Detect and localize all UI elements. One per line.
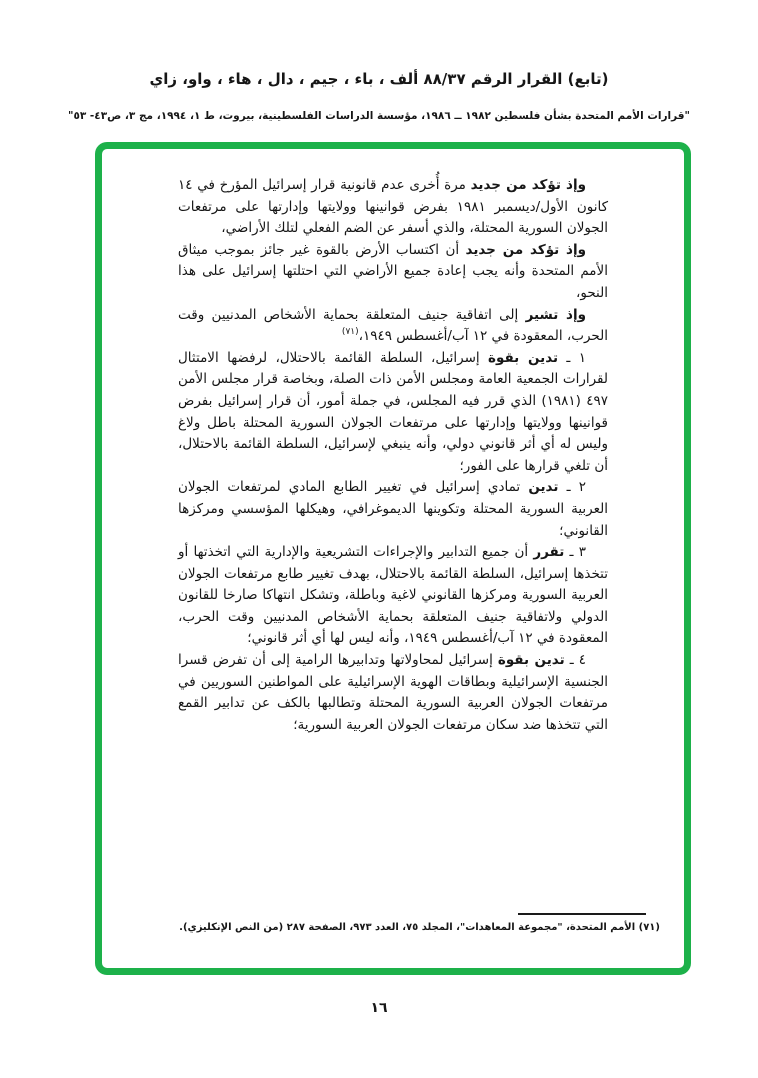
paragraph-text: تمادي إسرائيل في تغيير الطابع المادي لمرتفعات الجولان العربية السورية المحتلة وتكوينها الديموغرافي، وهيكلها المؤسسي ومركزها القانوني؛ — [178, 479, 608, 539]
paragraph-lead: تدين بقوة — [488, 349, 559, 366]
footnote-ref: (٧١) — [341, 327, 359, 338]
green-frame — [95, 142, 691, 975]
paragraph-lead: وإذ تشير — [525, 306, 586, 323]
paragraph-lead: وإذ تؤكد من جديد — [465, 241, 586, 258]
footnote-text: (٧١) الأمم المتحدة، "مجموعة المعاهدات"، المجلد ٧٥، العدد ٩٧٣، الصفحة ٢٨٧ (من النص الإنكليزي). — [179, 921, 660, 933]
item-number: ١ ـ — [558, 349, 586, 366]
operative-paragraph — [178, 542, 608, 650]
paragraph-text: إلى اتفاقية جنيف المتعلقة بحماية الأشخاص المدنيين وقت الحرب، المعقودة في ١٢ آب/أغسطس ١٩٤٩، — [178, 306, 608, 345]
paragraph-text: أن اكتساب الأرض بالقوة غير جائز بموجب ميثاق الأمم المتحدة وأنه يجب إعادة جميع الأراضي التي احتلتها إسرائيل على هذا النحو، — [178, 241, 608, 301]
operative-paragraph — [178, 650, 608, 736]
page-number: ١٦ — [370, 1000, 388, 1016]
operative-paragraph — [178, 477, 608, 542]
preamble-paragraph — [178, 240, 608, 305]
paragraph-text: مرة أُخرى عدم قانونية قرار إسرائيل المؤرخ في ١٤ كانون الأول/ديسمبر ١٩٨١ بفرض قوانينها وولايتها وإدارتها على مرتفعات الجولان السورية المحتلة، والذي أسفر عن الضم الفعلي لتلك الأراضي، — [178, 177, 609, 237]
operative-paragraph — [178, 348, 608, 478]
header-source-citation: "قرارات الأمم المتحدة بشأن فلسطين ١٩٨٢ ــ ١٩٨٦، مؤسسة الدراسات الفلسطينية، بيروت، ط ١، ١٩٩٤، مج ٣، ص٤٣- ٥٣" — [67, 110, 691, 122]
item-number: ٤ ـ — [564, 652, 586, 669]
preamble-paragraph — [178, 305, 608, 348]
footnote-area — [102, 913, 684, 969]
paragraph-text: إسرائيل لمحاولاتها وتدابيرها الرامية إلى أن تفرض قسرا الجنسية الإسرائيلية وبطاقات الهوية الإسرائيلية على المواطنين السوريين في مرتفعات الجولان العربية السورية المحتلة وتطالبها بالكف عن تدابير القمع التي تتخذها ضد سكان مرتفعات الجولان العربية السورية؛ — [178, 652, 608, 733]
paragraph-lead: وإذ تؤكد من جديد — [470, 177, 586, 193]
footnote-separator — [518, 913, 646, 915]
paragraph-text: أن جميع التدابير والإجراءات التشريعية والإدارية التي اتخذتها أو تتخذها إسرائيل، السلطة القائمة بالاحتلال، بهدف تغيير طابع مرتفعات الجولان العربية السورية ومركزها القانوني لاغية وباطلة، وتشكل انتهاكا صارخا للقانون الدولي ولاتفاقية جنيف المتعلقة بحماية الأشخاص المدنيين وقت الحرب، المعقودة في ١٢ آب/أغسطس ١٩٤٩، وأنه ليس لها أي أثر قانوني؛ — [178, 544, 608, 647]
resolution-body — [102, 149, 684, 913]
header-resolution-title: (تابع) القرار الرقم ٨٨/٣٧ ألف ، باء ، جيم ، دال ، هاء ، واو، زاي — [149, 70, 609, 88]
paragraph-text: إسرائيل، السلطة القائمة بالاحتلال، لرفضها الامتثال لقرارات الجمعية العامة ومجلس الأمن ذات الصلة، وبخاصة قرار مجلس الأمن ٤٩٧ (١٩٨١) الذي قرر فيه المجلس، في جملة أمور، أن قرار إسرائيل بفرض قوانينها وولايتها وإدارتها على مرتفعات الجولان السورية المحتلة باطل ولاغ وليس له أي أثر قانوني دولي، وأنه ينبغي لإسرائيل، السلطة القائمة بالاحتلال، أن تلغي قرارها على الفور؛ — [178, 349, 609, 474]
item-number: ٢ ـ — [558, 479, 587, 496]
paragraph-lead: تدين — [528, 479, 559, 496]
paragraph-lead: تدين بقوة — [497, 652, 565, 669]
item-number: ٣ ـ — [564, 544, 586, 561]
preamble-paragraph — [178, 175, 608, 240]
paragraph-lead: تقرر — [533, 544, 565, 561]
